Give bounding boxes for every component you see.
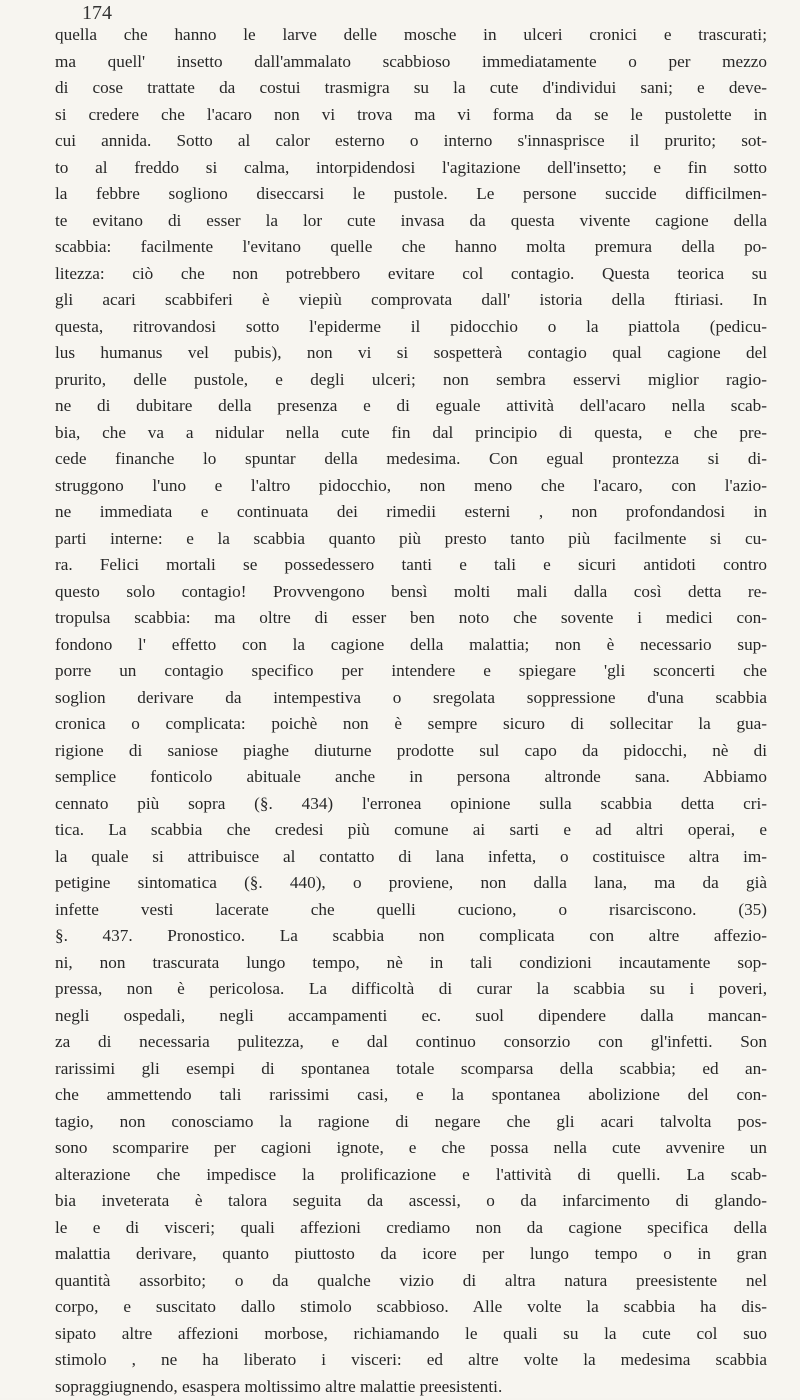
text-line: scabbia: facilmente l'evitano quelle che hanno molta premura della po- — [55, 234, 767, 261]
text-line: cui annida. Sotto al calor esterno o interno s'innasprisce il prurito; sot- — [55, 128, 767, 155]
text-line: porre un contagio specifico per intendere e spiegare 'gli sconcerti che — [55, 658, 767, 685]
body-text — [55, 22, 767, 1400]
text-line: semplice fonticolo abituale anche in persona altronde sana. Abbiamo — [55, 764, 767, 791]
text-line: za di necessaria pulitezza, e dal continuo consorzio con gl'infetti. Son — [55, 1029, 767, 1056]
text-line: tagio, non conosciamo la ragione di negare che gli acari talvolta pos- — [55, 1109, 767, 1136]
text-line: ma quell' insetto dall'ammalato scabbioso immediatamente o per mezzo — [55, 49, 767, 76]
text-line: questo solo contagio! Provvengono bensì molti mali dalla così detta re- — [55, 579, 767, 606]
text-line: sipato altre affezioni morbose, richiamando le quali su la cute col suo — [55, 1321, 767, 1348]
text-line: ne di dubitare della presenza e di eguale attività dell'acaro nella scab- — [55, 393, 767, 420]
text-line: cronica o complicata: poichè non è sempre sicuro di sollecitar la gua- — [55, 711, 767, 738]
text-line: te evitano di esser la lor cute invasa da questa vivente cagione della — [55, 208, 767, 235]
text-line: to al freddo si calma, intorpidendosi l'agitazione dell'insetto; e fin sotto — [55, 155, 767, 182]
text-line: tica. La scabbia che credesi più comune ai sarti e ad altri operai, e — [55, 817, 767, 844]
text-line: corpo, e suscitato dallo stimolo scabbioso. Alle volte la scabbia ha dis- — [55, 1294, 767, 1321]
text-line: quantità assorbito; o da qualche vizio di altra natura preesistente nel — [55, 1268, 767, 1295]
text-line: negli ospedali, negli accampamenti ec. suol dipendere dalla mancan- — [55, 1003, 767, 1030]
text-line: si credere che l'acaro non vi trova ma vi forma da se le pustolette in — [55, 102, 767, 129]
text-line: lus humanus vel pubis), non vi si sospetterà contagio qual cagione del — [55, 340, 767, 367]
text-line: cennato più sopra (§. 434) l'erronea opinione sulla scabbia detta cri- — [55, 791, 767, 818]
text-line: bia inveterata è talora seguita da ascessi, o da infarcimento di glando- — [55, 1188, 767, 1215]
text-line: struggono l'uno e l'altro pidocchio, non meno che l'acaro, con l'azio- — [55, 473, 767, 500]
text-line: soglion derivare da intempestiva o sregolata soppressione d'una scabbia — [55, 685, 767, 712]
page-number: 174 — [82, 2, 112, 24]
text-line: bia, che va a nidular nella cute fin dal principio di questa, e che pre- — [55, 420, 767, 447]
text-line: sono scomparire per cagioni ignote, e che possa nella cute avvenire un — [55, 1135, 767, 1162]
text-line: rarissimi gli esempi di spontanea totale scomparsa della scabbia; ed an- — [55, 1056, 767, 1083]
text-line: fondono l' effetto con la cagione della malattia; non è necessario sup- — [55, 632, 767, 659]
text-line: ne immediata e continuata dei rimedii esterni , non profondandosi in — [55, 499, 767, 526]
text-line: che ammettendo tali rarissimi casi, e la spontanea abolizione del con- — [55, 1082, 767, 1109]
text-line: alterazione che impedisce la prolificazione e l'attività di quelli. La scab- — [55, 1162, 767, 1189]
text-line: litezza: ciò che non potrebbero evitare col contagio. Questa teorica su — [55, 261, 767, 288]
text-line: petigine sintomatica (§. 440), o proviene, non dalla lana, ma da già — [55, 870, 767, 897]
text-line: prurito, delle pustole, e degli ulceri; non sembra esservi miglior ragio- — [55, 367, 767, 394]
text-line: stimolo , ne ha liberato i visceri: ed altre volte la medesima scabbia — [55, 1347, 767, 1374]
text-line: le e di visceri; quali affezioni crediamo non da cagione specifica della — [55, 1215, 767, 1242]
text-line: infette vesti lacerate che quelli cuciono, o risarciscono. (35) — [55, 897, 767, 924]
text-line: cede finanche lo spuntar della medesima. Con egual prontezza si di- — [55, 446, 767, 473]
text-line: questa, ritrovandosi sotto l'epiderme il pidocchio o la piattola (pedicu- — [55, 314, 767, 341]
text-line: la febbre sogliono diseccarsi le pustole. Le persone succide difficilmen- — [55, 181, 767, 208]
text-line: malattia derivare, quanto piuttosto da icore per lungo tempo o in gran — [55, 1241, 767, 1268]
text-line: ra. Felici mortali se possedessero tanti e tali e sicuri antidoti contro — [55, 552, 767, 579]
text-line: sopraggiugnendo, esaspera moltissimo altre malattie preesistenti. — [55, 1374, 767, 1400]
text-line: ni, non trascurata lungo tempo, nè in tali condizioni incautamente sop- — [55, 950, 767, 977]
text-line: tropulsa scabbia: ma oltre di esser ben noto che sovente i medici con- — [55, 605, 767, 632]
text-line: pressa, non è pericolosa. La difficoltà di curar la scabbia su i poveri, — [55, 976, 767, 1003]
text-line: parti interne: e la scabbia quanto più presto tanto più facilmente si cu- — [55, 526, 767, 553]
text-line: rigione di saniose piaghe diuturne prodotte sul capo da pidocchi, nè di — [55, 738, 767, 765]
text-line: di cose trattate da costui trasmigra su la cute d'individui sani; e deve- — [55, 75, 767, 102]
text-line: gli acari scabbiferi è viepiù comprovata dall' istoria della ftiriasi. In — [55, 287, 767, 314]
text-line: quella che hanno le larve delle mosche in ulceri cronici e trascurati; — [55, 22, 767, 49]
text-line: §. 437. Pronostico. La scabbia non complicata con altre affezio- — [55, 923, 767, 950]
text-line: la quale si attribuisce al contatto di lana infetta, o costituisce altra im- — [55, 844, 767, 871]
